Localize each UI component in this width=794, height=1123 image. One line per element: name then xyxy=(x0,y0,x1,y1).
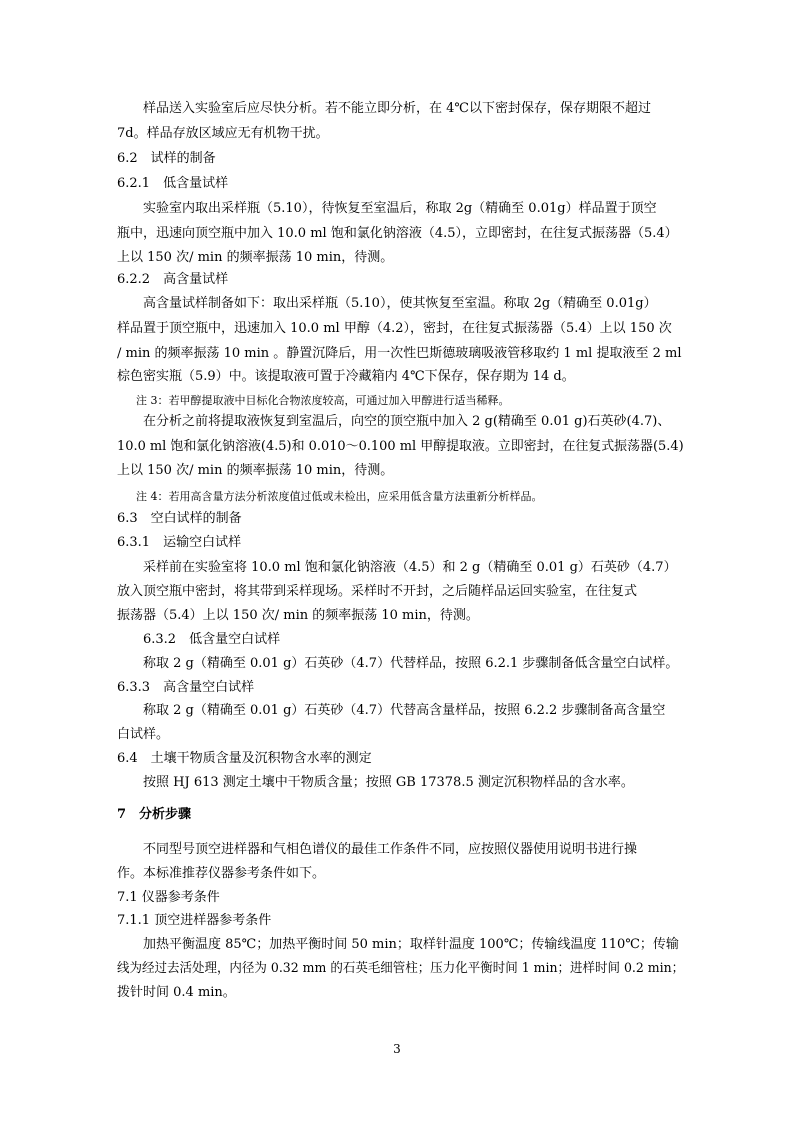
paragraph-line: 样品置于顶空瓶中，迅速加入 10.0 ml 甲醇（4.2），密封，在往复式振荡器（5.4）上以 150 次 xyxy=(117,321,672,336)
paragraph-line: 上以 150 次/ min 的频率振荡 10 min，待测。 xyxy=(117,463,394,478)
chapter-heading: 7 分析步骤 xyxy=(117,807,192,822)
paragraph-line: 上以 150 次/ min 的频率振荡 10 min，待测。 xyxy=(117,250,394,265)
section-heading: 6.2 试样的制备 xyxy=(117,151,216,166)
section-heading: 6.4 土壤干物质含量及沉积物含水率的测定 xyxy=(117,751,372,766)
paragraph-line: 白试样。 xyxy=(117,727,170,742)
section-heading: 6.3 空白试样的制备 xyxy=(117,511,242,526)
paragraph-line: 称取 2 g（精确至 0.01 g）石英砂（4.7）代替高含量样品，按照 6.2.2 步骤制备高含量空 xyxy=(143,703,666,718)
note-4: 注 4：若用高含量方法分析浓度值过低或未检出，应采用低含量方法重新分析样品。 xyxy=(136,490,543,503)
paragraph-line: 放入顶空瓶中密封，将其带到采样现场。采样时不开封，之后随样品运回实验室，在往复式 xyxy=(117,584,638,599)
section-heading: 7.1 仪器参考条件 xyxy=(117,890,220,905)
paragraph-line: 作。本标准推荐仪器参考条件如下。 xyxy=(117,866,326,881)
paragraph-line: 10.0 ml 饱和氯化钠溶液(4.5)和 0.010～0.100 ml 甲醇提取液。立即密封，在往复式振荡器(5.4) xyxy=(117,439,684,454)
paragraph-line: 按照 HJ 613 测定土壤中干物质含量；按照 GB 17378.5 测定沉积物样品的含水率。 xyxy=(143,775,634,790)
subsection-heading: 6.3.1 运输空白试样 xyxy=(117,535,242,550)
paragraph-line: 加热平衡温度 85℃；加热平衡时间 50 min；取样针温度 100℃；传输线温度 110℃；传输 xyxy=(143,937,679,952)
subsection-heading: 6.3.2 低含量空白试样 xyxy=(143,632,281,647)
note-3: 注 3：若甲醇提取液中目标化合物浓度较高，可通过加入甲醇进行适当稀释。 xyxy=(136,394,510,407)
paragraph-line: 7d。样品存放区域应无有机物干扰。 xyxy=(117,126,329,141)
paragraph-line: 实验室内取出采样瓶（5.10），待恢复至室温后，称取 2g（精确至 0.01g）样品置于顶空 xyxy=(143,201,657,216)
subsection-heading: 6.2.2 高含量试样 xyxy=(117,272,229,287)
paragraph-line: 不同型号顶空进样器和气相色谱仪的最佳工作条件不同，应按照仪器使用说明书进行操 xyxy=(143,842,638,857)
paragraph-line: 称取 2 g（精确至 0.01 g）石英砂（4.7）代替样品，按照 6.2.1 步骤制备低含量空白试样。 xyxy=(143,656,679,671)
page-number: 3 xyxy=(393,1042,401,1056)
paragraph-line: 样品送入实验室后应尽快分析。若不能立即分析，在 4℃以下密封保存，保存期限不超过 xyxy=(143,101,651,116)
paragraph-line: 拨针时间 0.4 min。 xyxy=(117,985,236,1000)
subsection-heading: 6.3.3 高含量空白试样 xyxy=(117,680,255,695)
paragraph-line: 棕色密实瓶（5.9）中。该提取液可置于冷藏箱内 4℃下保存，保存期为 14 d。 xyxy=(117,369,575,384)
paragraph-line: 线为经过去活处理，内径为 0.32 mm 的石英毛细管柱；压力化平衡时间 1 min；进样时间 0.2 min； xyxy=(117,961,685,976)
paragraph-line: 采样前在实验室将 10.0 ml 饱和氯化钠溶液（4.5）和 2 g（精确至 0.01 g）石英砂（4.7） xyxy=(143,560,677,575)
paragraph-line: 振荡器（5.4）上以 150 次/ min 的频率振荡 10 min，待测。 xyxy=(117,608,479,623)
paragraph-line: 瓶中，迅速向顶空瓶中加入 10.0 ml 饱和氯化钠溶液（4.5），立即密封，在往复式振荡器（5.4） xyxy=(117,226,678,241)
paragraph-line: 高含量试样制备如下：取出采样瓶（5.10），使其恢复至室温。称取 2g（精确至 0.01g） xyxy=(143,296,657,311)
paragraph-line: 在分析之前将提取液恢复到室温后，向空的顶空瓶中加入 2 g(精确至 0.01 g)石英砂(4.7)、 xyxy=(143,414,671,429)
subsection-heading: 7.1.1 顶空进样器参考条件 xyxy=(117,913,272,928)
subsection-heading: 6.2.1 低含量试样 xyxy=(117,176,229,191)
paragraph-line: / min 的频率振荡 10 min 。静置沉降后，用一次性巴斯德玻璃吸液管移取约 1 ml 提取液至 2 ml xyxy=(117,346,682,361)
